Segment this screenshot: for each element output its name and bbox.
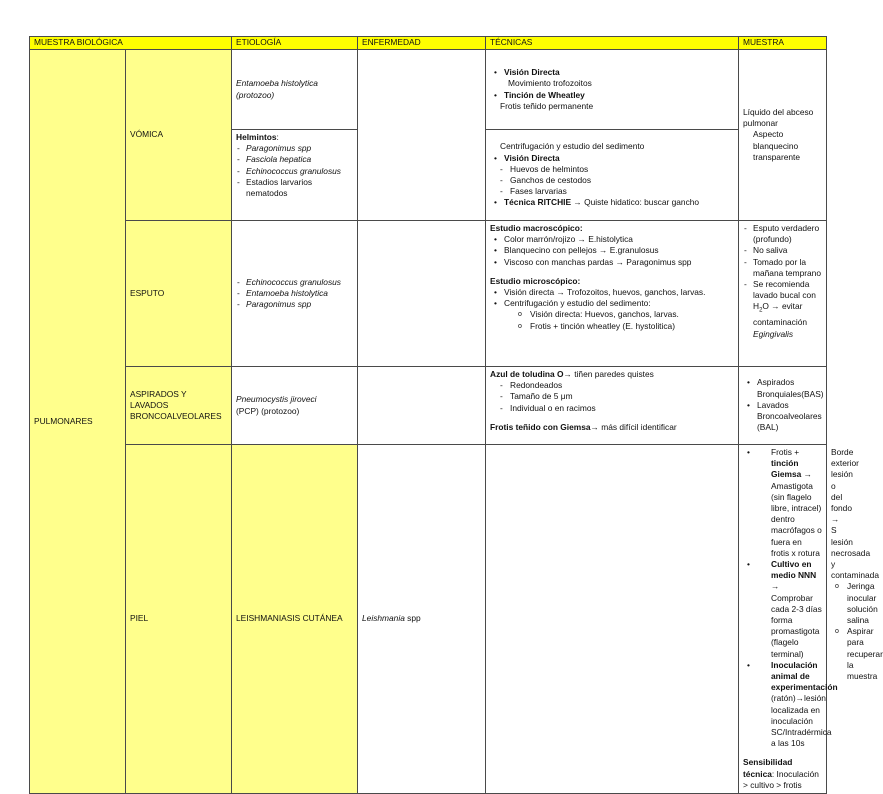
aspirados-etiologia: Pneumocystis jiroveci (PCP) (protozoo) xyxy=(232,367,358,445)
vomica-enfermedad xyxy=(358,50,486,221)
aspirados-muestra: • Aspirados Bronquiales(BAS) • Lavados Broncoalveolares (BAL) xyxy=(739,367,827,445)
vomica-tecnicas-a: • Visión Directa Movimiento trofozoitos • Tinción de Wheatley Frotis teñido permanente xyxy=(486,50,739,130)
parasitology-table xyxy=(29,36,883,794)
leish-label: LEISHMANIASIS CUTÁNEA xyxy=(232,445,358,794)
vomica-label: VÓMICA xyxy=(126,50,232,221)
header-row xyxy=(30,37,827,50)
esputo-etiologia: - Echinococcus granulosus - Entamoeba histolytica - Paragonimus spp xyxy=(232,221,358,367)
aspirados-label: ASPIRADOS Y LAVADOS BRONCOALVEOLARES xyxy=(126,367,232,445)
table-row: PIEL LEISHMANIASIS CUTÁNEA Leishmania spp • Frotis + tinción Giemsa → Amastigota (sin flagelo libre, intracel) dentro macrófagos o fuera en frotis x rotura • Cultivo en medio NNN → Comprobar cada 2-3 días forma promastigota (flagelo terminal) • Inoculación animal de experimentación (ratón)→lesión localizada en inoculación SC/Intradérmica a las 10s Sensibilidad técnica: Inoculación > cultivo > frotis Borde exterior lesión o del fondo → S lesión necrosada y contaminada o Jeringa inocular solución salina o Aspirar para recuperar la muestra xyxy=(30,445,827,794)
vomica-etiologia-a: Entamoeba histolytica (protozoo) xyxy=(232,50,358,130)
vomica-tecnicas-b: Centrifugación y estudio del sedimento • Visión Directa - Huevos de helmintos - Ganchos de cestodos - Fases larvarias • Técnica RITCHIE → Quiste hidatico: buscar gancho xyxy=(486,130,739,221)
group-pulmonares: PULMONARES xyxy=(30,50,126,794)
esputo-muestra: - Esputo verdadero (profundo) - No saliva - Tomado por la mañana temprano - Se recomienda lavado bucal con $H_2O$ → evitar contaminación Egingivalis xyxy=(739,221,827,367)
group-piel: PIEL xyxy=(126,445,232,794)
aspirados-tecnicas: Azul de toludina O→ tiñen paredes quistes - Redondeados - Tamaño de 5 μm - Individual o en racimos Frotis teñido con Giemsa→ más difícil identificar xyxy=(486,367,739,445)
vomica-etiologia-b: Helmintos: - Paragonimus spp - Fasciola hepatica - Echinococcus granulosus - Estadios larvarios nematodos xyxy=(232,130,358,221)
esputo-tecnicas: Estudio macroscópico: • Color marrón/rojizo → E.histolytica • Blanquecino con pellejos → E.granulosus • Viscoso con manchas pardas → Paragonimus spp Estudio microscópico: • Visión directa → Trofozoitos, huevos, ganchos, larvas. • Centrifugación y estudio del sedimento: o Visión directa: Huevos, ganchos, larvas. o Frotis + tinción wheatley (E. hystolitica) xyxy=(486,221,739,367)
header-muestra-biologica: MUESTRA BIOLÓGICA xyxy=(30,37,232,50)
header-etiologia: ETIOLOGÍA xyxy=(232,37,358,50)
header-muestra: MUESTRA xyxy=(739,37,827,50)
aspirados-enfermedad xyxy=(358,367,486,445)
table-row xyxy=(30,221,827,367)
table-row xyxy=(30,50,827,130)
table-row xyxy=(30,367,827,445)
header-enfermedad: ENFERMEDAD xyxy=(358,37,486,50)
leish-tecnicas: • Frotis + tinción Giemsa → Amastigota (sin flagelo libre, intracel) dentro macrófagos o fuera en frotis x rotura • Cultivo en medio NNN → Comprobar cada 2-3 días forma promastigota (flagelo terminal) • Inoculación animal de experimentación (ratón)→lesión localizada en inoculación SC/Intradérmica a las 10s Sensibilidad técnica: Inoculación > cultivo > frotis xyxy=(739,445,827,794)
esputo-enfermedad xyxy=(358,221,486,367)
leish-enfermedad xyxy=(486,445,739,794)
leish-etiologia: Leishmania spp xyxy=(358,445,486,794)
vomica-muestra: Líquido del abceso pulmonar Aspecto blanquecino transparente xyxy=(739,50,827,221)
header-tecnicas: TÉCNICAS xyxy=(486,37,739,50)
esputo-label: ESPUTO xyxy=(126,221,232,367)
